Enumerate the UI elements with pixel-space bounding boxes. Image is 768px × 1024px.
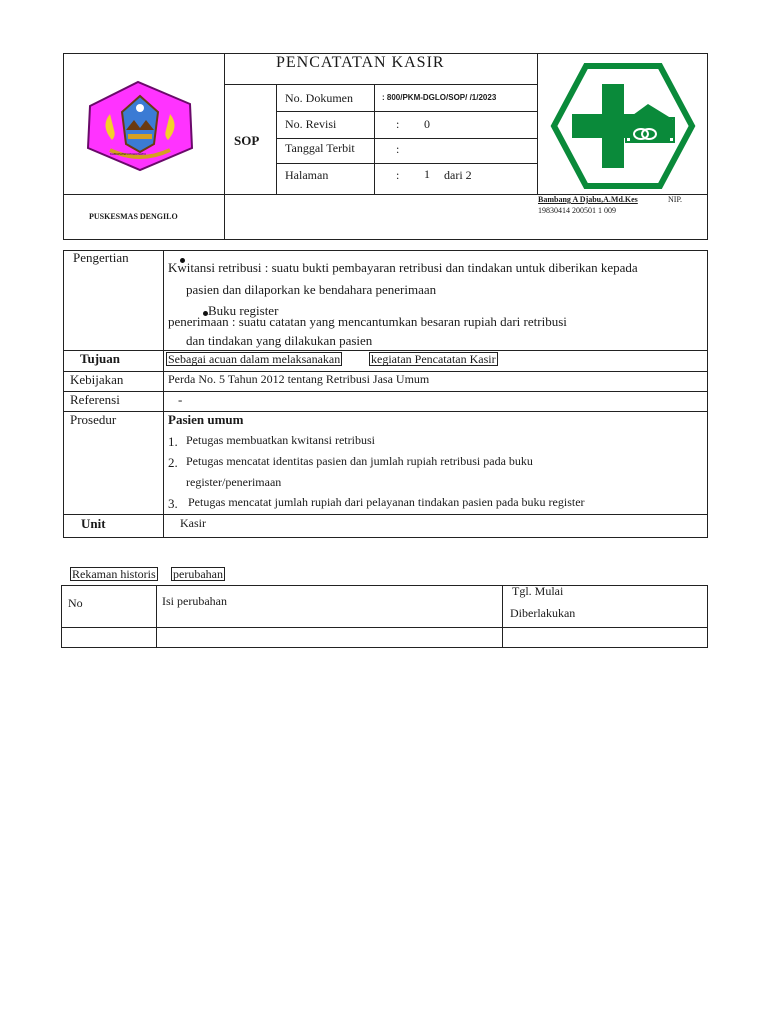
step-number: 1.: [168, 434, 178, 449]
org-name: PUSKESMAS DENGILO: [89, 212, 178, 221]
field-label-halaman: Halaman: [285, 168, 329, 182]
prosedur-label: Prosedur: [70, 412, 117, 427]
step-text: Petugas membuatkan kwitansi retribusi: [186, 433, 375, 447]
field-value-dokumen: : 800/PKM-DGLO/SOP/ /1/2023: [382, 93, 497, 102]
pengertian-text-2b: penerimaan : suatu catatan yang mencantumkan besaran rupiah dari retribusi: [168, 314, 567, 329]
history-col-tgl-1: Tgl. Mulai: [512, 584, 564, 598]
history-col-tgl-2: Diberlakukan: [510, 606, 576, 620]
field-colon-terbit: :: [396, 142, 400, 156]
kebijakan-label: Kebijakan: [70, 372, 124, 387]
history-title-2: perubahan: [173, 567, 223, 581]
referensi-label: Referensi: [70, 392, 120, 407]
regency-logo: [80, 78, 200, 174]
tujuan-text-2: kegiatan Pencatatan Kasir: [371, 352, 496, 366]
pengertian-text-2c: dan tindakan yang dilakukan pasien: [186, 333, 373, 348]
history-title-1: Rekaman historis: [72, 567, 156, 581]
step-number: 3.: [168, 496, 178, 511]
sop-label: SOP: [234, 133, 260, 148]
tujuan-label: Tujuan: [80, 351, 120, 366]
field-label-revisi: No. Revisi: [285, 117, 337, 131]
field-value-revisi: 0: [424, 117, 430, 131]
history-col-isi: Isi perubahan: [162, 594, 227, 608]
logo-caption: KABUPATEN POHUWATO: [110, 152, 146, 156]
field-colon-revisi: :: [396, 117, 400, 131]
page-title: PENCATATAN KASIR: [276, 54, 445, 71]
unit-value: Kasir: [180, 516, 206, 530]
step-text: register/penerimaan: [186, 475, 282, 489]
signatory-nip-number: 19830414 200501 1 009: [538, 206, 616, 215]
field-label-terbit: Tanggal Terbit: [285, 141, 355, 155]
field-value-halaman: 1: [424, 167, 430, 181]
unit-label: Unit: [81, 516, 106, 531]
history-table: [61, 585, 708, 648]
puskesmas-logo: [550, 62, 696, 190]
signatory-nip: NIP.: [668, 195, 683, 204]
kebijakan-value: Perda No. 5 Tahun 2012 tentang Retribusi Jasa Umum: [168, 372, 430, 386]
field-of-halaman: dari 2: [444, 168, 472, 182]
tujuan-text-1: Sebagai acuan dalam melaksanakan: [168, 352, 341, 366]
step-number: 2.: [168, 455, 178, 470]
pengertian-text-1a: Kwitansi retribusi : suatu bukti pembayaran retribusi dan tindakan untuk diberikan kepada: [168, 260, 638, 275]
referensi-value: -: [178, 392, 183, 407]
pengertian-text-1b: pasien dan dilaporkan ke bendahara penerimaan: [186, 282, 437, 297]
field-colon-halaman: :: [396, 168, 400, 182]
pengertian-text-2a: Buku register: [208, 303, 279, 318]
pengertian-label: Pengertian: [73, 250, 129, 265]
step-text: Petugas mencatat jumlah rupiah dari pelayanan tindakan pasien pada buku register: [188, 495, 585, 509]
field-label-dokumen: No. Dokumen: [285, 91, 353, 105]
signatory-name: Bambang A Djabu,A.Md.Kes: [538, 195, 638, 204]
step-text: Petugas mencatat identitas pasien dan jumlah rupiah retribusi pada buku: [186, 454, 533, 468]
prosedur-heading: Pasien umum: [168, 412, 244, 427]
history-col-no: No: [68, 596, 83, 610]
